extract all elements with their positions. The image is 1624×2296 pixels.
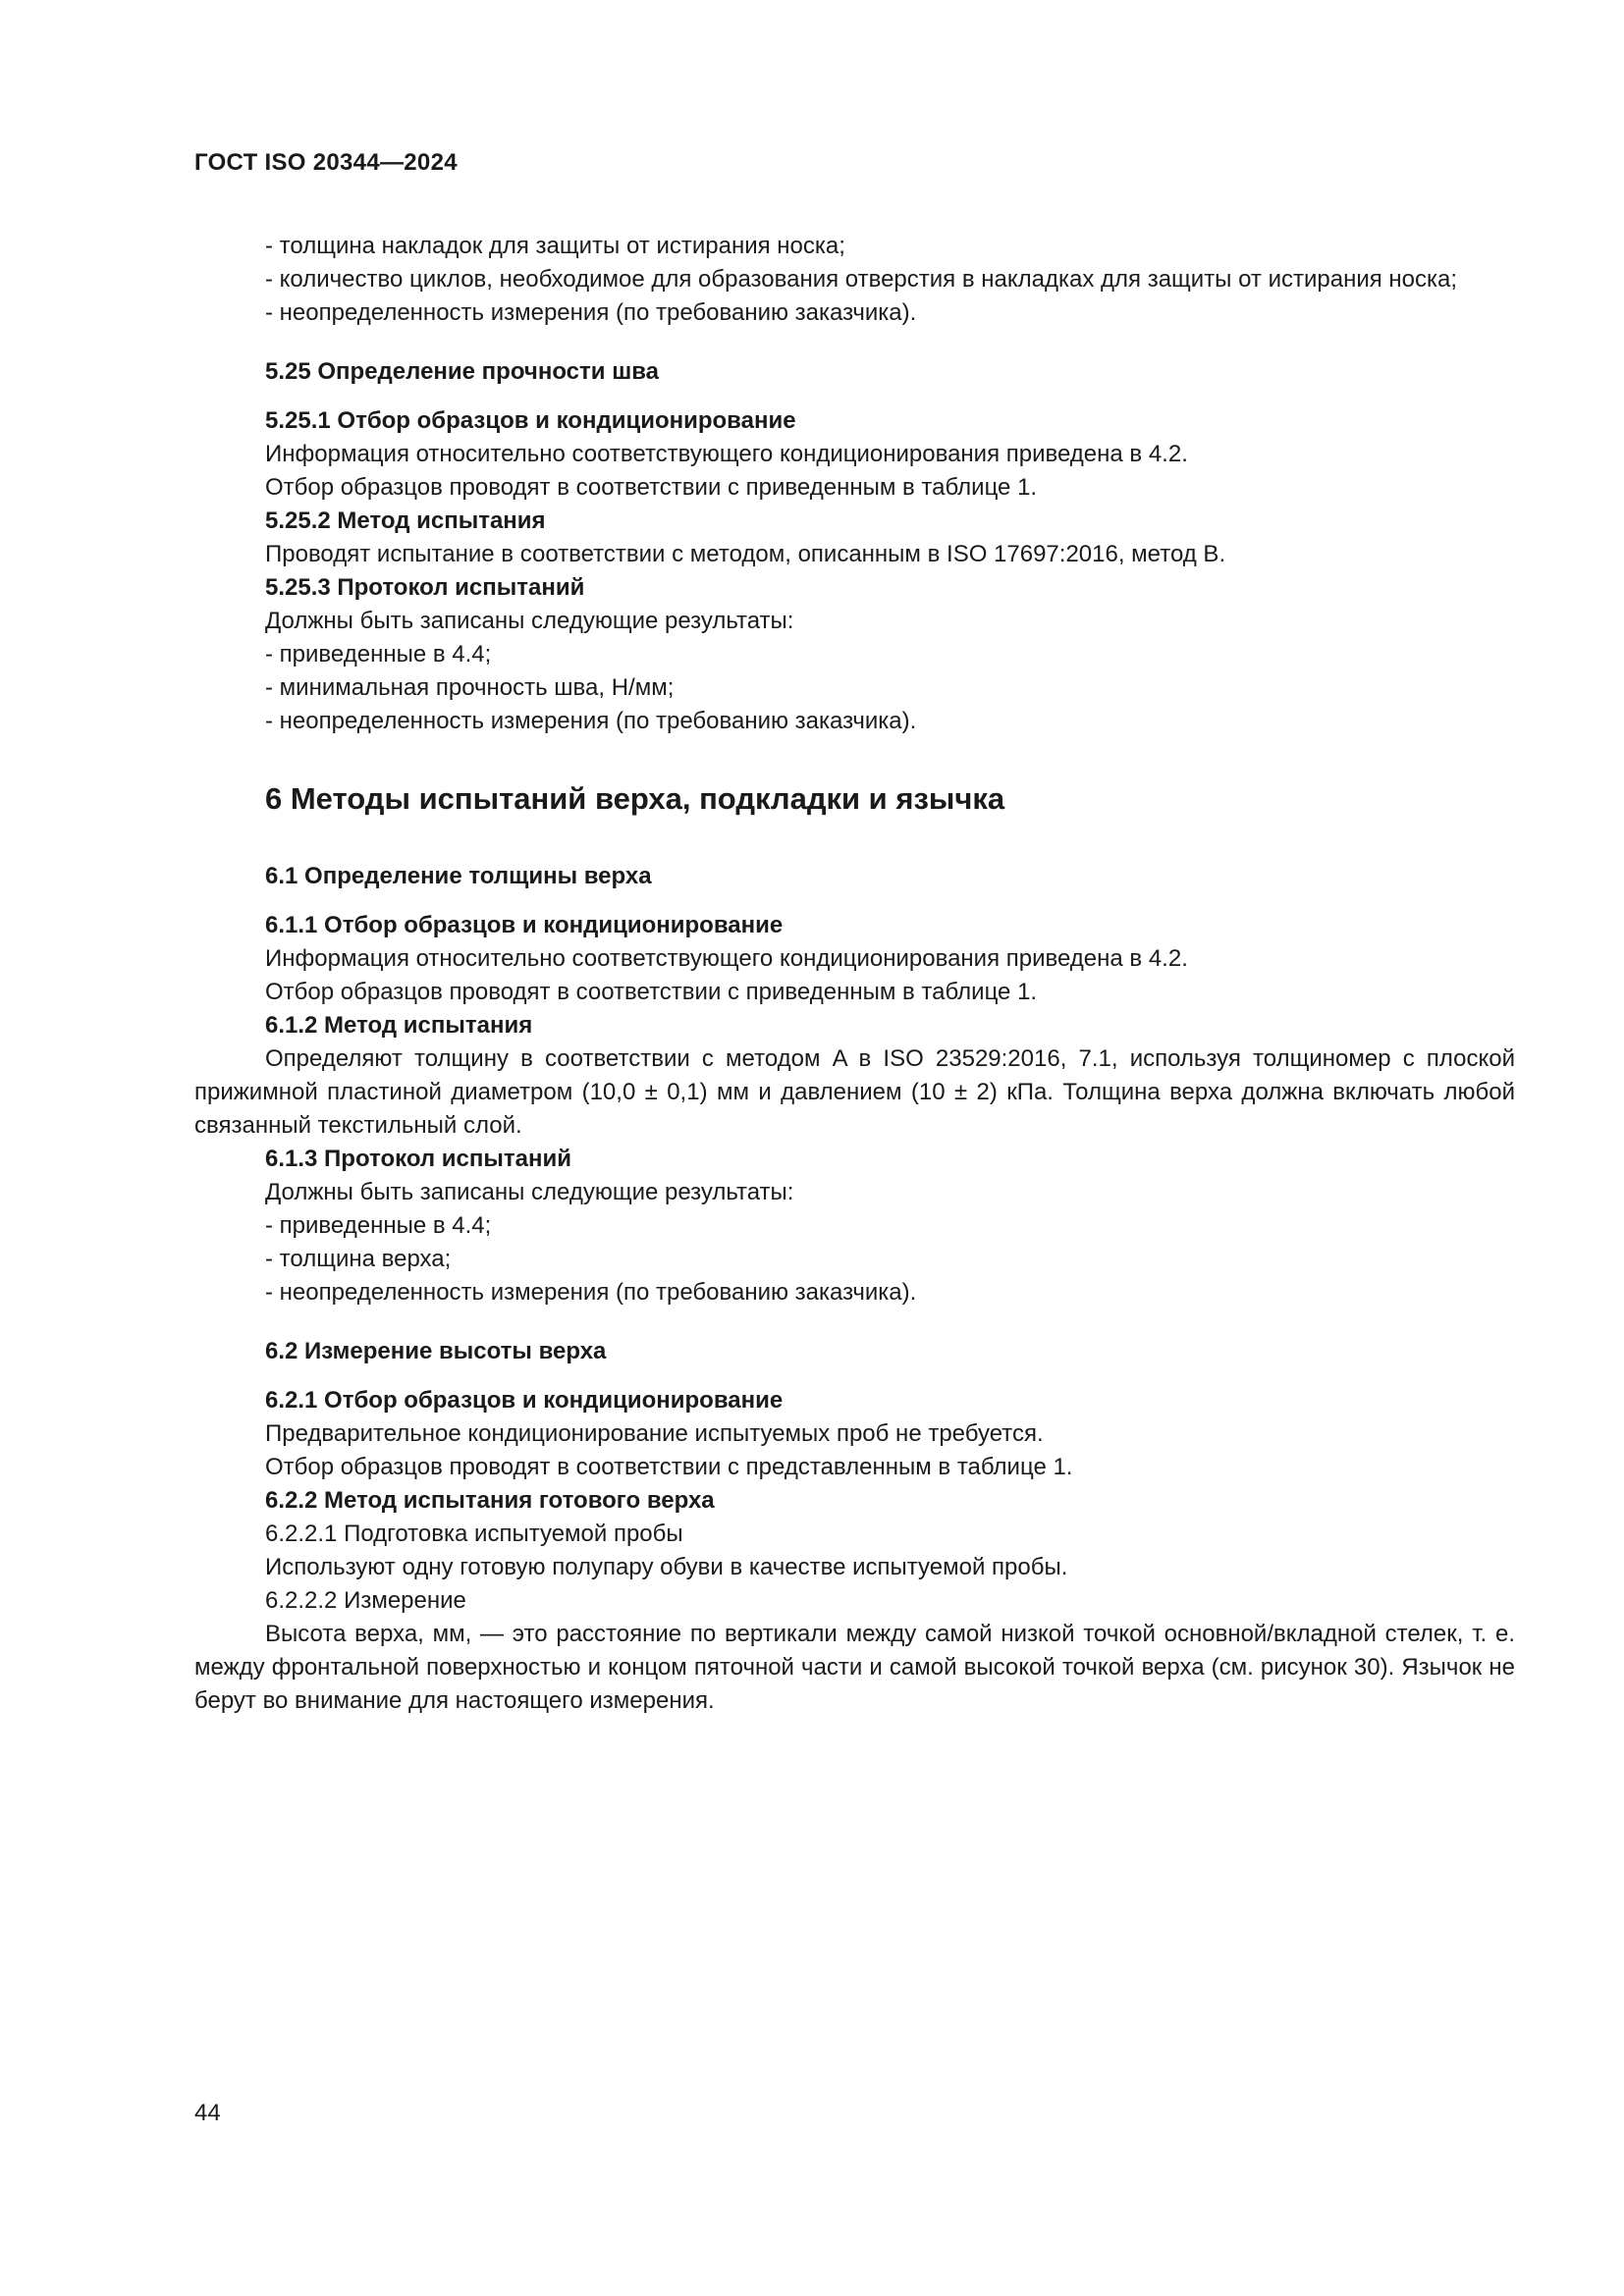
paragraph: Предварительное кондиционирование испытуемых проб не требуется.	[265, 1420, 1044, 1447]
paragraph: Определяют толщину в соответствии с методом A в ISO 23529:2016, 7.1, используя толщиномер с плоской прижимной пластиной диаметром (10,0 ± 0,1) мм и давлением (10 ± 2) кПа. Толщина верха должна включать любой связанный текстильный слой.	[194, 1045, 1515, 1139]
section-heading: 6 Методы испытаний верха, подкладки и язычка	[265, 781, 1005, 816]
spacer	[194, 819, 1515, 860]
paragraph: Используют одну готовую полупару обуви в качестве испытуемой пробы.	[265, 1554, 1068, 1580]
paragraph: - минимальная прочность шва, Н/мм;	[265, 674, 675, 701]
subsection-heading: 6.1 Определение толщины верха	[265, 863, 652, 889]
subsection-heading: 6.1.1 Отбор образцов и кондиционирование	[265, 912, 784, 938]
subsection-heading: 6.2.1 Отбор образцов и кондиционирование	[265, 1387, 784, 1414]
spacer	[194, 1309, 1515, 1335]
spacer	[194, 389, 1515, 404]
subsection-heading: 6.1.3 Протокол испытаний	[265, 1146, 571, 1172]
paragraph: - количество циклов, необходимое для образования отверстия в накладках для защиты от истирания носка;	[265, 266, 1458, 293]
document-body	[194, 230, 1515, 1718]
paragraph: Проводят испытание в соответствии с методом, описанным в ISO 17697:2016, метод B.	[265, 541, 1226, 567]
subsection-heading: 6.2.2 Метод испытания готового верха	[265, 1487, 715, 1514]
subsection-heading: 6.2 Измерение высоты верха	[265, 1338, 607, 1364]
subsection-heading: 6.1.2 Метод испытания	[265, 1012, 533, 1039]
paragraph: - неопределенность измерения (по требованию заказчика).	[265, 299, 917, 326]
document-header: ГОСТ ISO 20344—2024	[194, 149, 458, 176]
paragraph: - приведенные в 4.4;	[265, 1212, 492, 1239]
spacer	[194, 330, 1515, 355]
paragraph: - неопределенность измерения (по требованию заказчика).	[265, 708, 917, 734]
spacer	[194, 893, 1515, 909]
spacer	[194, 1368, 1515, 1384]
paragraph: Информация относительно соответствующего кондиционирования приведена в 4.2.	[265, 441, 1188, 467]
paragraph: - толщина верха;	[265, 1246, 452, 1272]
paragraph: - неопределенность измерения (по требованию заказчика).	[265, 1279, 917, 1306]
paragraph: Высота верха, мм, — это расстояние по вертикали между самой низкой точкой основной/вкладной стелек, т. е. между фронтальной поверхностью и концом пяточной части и самой высокой точкой верха (см. рисунок 30). Язычок не берут во внимание для настоящего измерения.	[194, 1621, 1515, 1714]
paragraph: Отбор образцов проводят в соответствии с приведенным в таблице 1.	[265, 474, 1038, 501]
page-number: 44	[194, 2100, 221, 2126]
paragraph: - приведенные в 4.4;	[265, 641, 492, 667]
paragraph: 6.2.2.2 Измерение	[265, 1587, 466, 1614]
spacer	[194, 738, 1515, 779]
paragraph: - толщина накладок для защиты от истирания носка;	[265, 233, 845, 259]
paragraph: Отбор образцов проводят в соответствии с приведенным в таблице 1.	[265, 979, 1038, 1005]
subsection-heading: 5.25.1 Отбор образцов и кондиционирование	[265, 407, 796, 434]
paragraph: Информация относительно соответствующего кондиционирования приведена в 4.2.	[265, 945, 1188, 972]
subsection-heading: 5.25 Определение прочности шва	[265, 358, 659, 385]
paragraph: Должны быть записаны следующие результаты:	[265, 608, 794, 634]
subsection-heading: 5.25.3 Протокол испытаний	[265, 574, 585, 601]
paragraph: 6.2.2.1 Подготовка испытуемой пробы	[265, 1521, 683, 1547]
paragraph: Должны быть записаны следующие результаты:	[265, 1179, 794, 1205]
paragraph: Отбор образцов проводят в соответствии с представленным в таблице 1.	[265, 1454, 1073, 1480]
subsection-heading: 5.25.2 Метод испытания	[265, 507, 546, 534]
